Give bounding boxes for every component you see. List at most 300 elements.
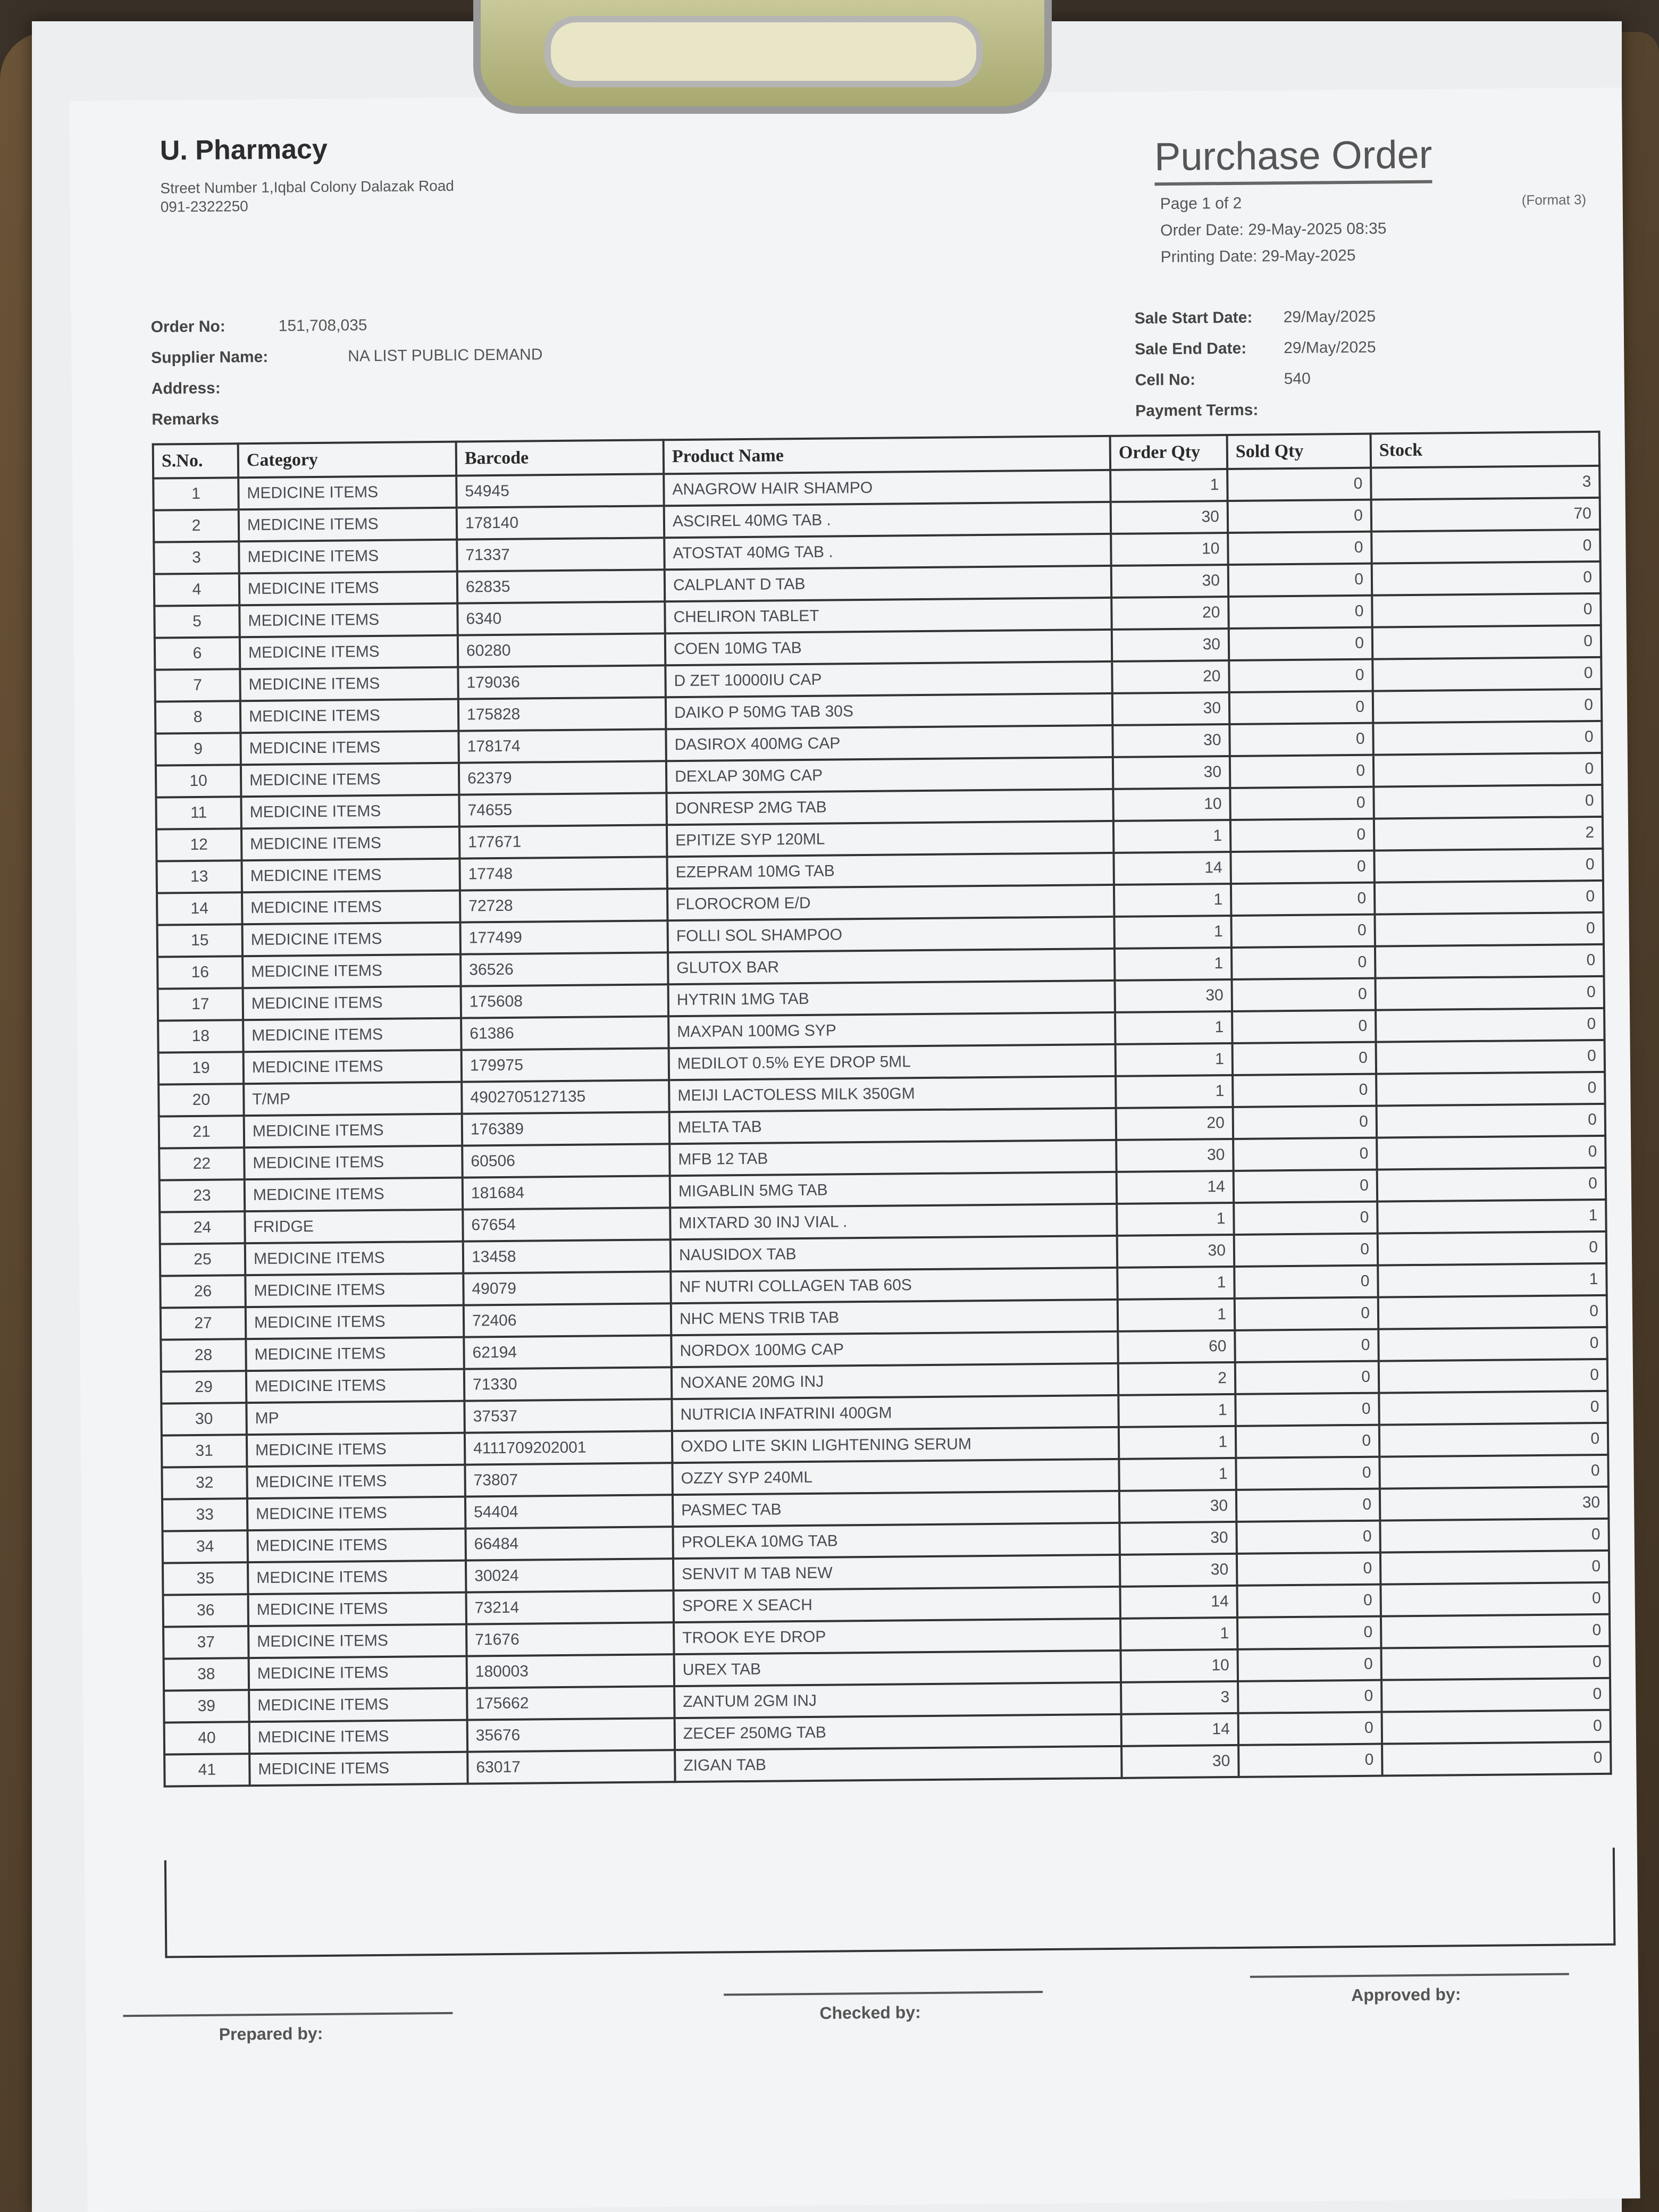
cell-order-qty: 30 xyxy=(1113,756,1230,789)
cell-barcode: 54404 xyxy=(465,1495,673,1528)
cell-sold-qty: 0 xyxy=(1236,1489,1380,1522)
cell-order-qty: 20 xyxy=(1112,660,1229,693)
order-no-value: 151,708,035 xyxy=(278,316,367,335)
cell-product: CALPLANT D TAB xyxy=(665,566,1111,601)
cell-order-qty: 30 xyxy=(1117,1235,1235,1268)
cell-sold-qty: 0 xyxy=(1229,627,1373,660)
cell-stock: 0 xyxy=(1379,1423,1608,1457)
cell-sno: 25 xyxy=(160,1243,246,1276)
cell-category: MEDICINE ITEMS xyxy=(243,1018,462,1052)
cell-sno: 2 xyxy=(154,509,239,542)
cell-product: MIGABLIN 5MG TAB xyxy=(670,1172,1117,1208)
cell-barcode: 61386 xyxy=(461,1016,669,1050)
cell-stock: 0 xyxy=(1372,593,1601,627)
cell-category: MEDICINE ITEMS xyxy=(239,572,458,606)
cell-stock: 0 xyxy=(1376,1008,1605,1042)
cell-sold-qty: 0 xyxy=(1232,1010,1376,1043)
cell-product: NORDOX 100MG CAP xyxy=(671,1331,1118,1367)
cell-category: MEDICINE ITEMS xyxy=(247,1433,465,1467)
cell-sold-qty: 0 xyxy=(1238,1744,1382,1777)
cell-order-qty: 1 xyxy=(1117,1267,1235,1300)
cell-sno: 29 xyxy=(161,1371,247,1403)
cell-order-qty: 30 xyxy=(1112,724,1230,757)
cell-category: MEDICINE ITEMS xyxy=(239,604,458,638)
approved-line xyxy=(1250,1973,1569,1978)
cell-sold-qty: 0 xyxy=(1237,1585,1381,1618)
cell-order-qty: 1 xyxy=(1114,916,1231,949)
cell-stock: 0 xyxy=(1381,1646,1610,1680)
cell-sold-qty: 0 xyxy=(1230,851,1375,884)
cell-product: MFB 12 TAB xyxy=(669,1140,1116,1176)
table-blank-area xyxy=(164,1848,1616,1958)
cell-stock: 0 xyxy=(1375,976,1604,1010)
cell-product: DEXLAP 30MG CAP xyxy=(666,757,1113,793)
cell-category: MEDICINE ITEMS xyxy=(241,827,460,861)
cell-sno: 23 xyxy=(160,1179,245,1212)
cell-product: PASMEC TAB xyxy=(673,1491,1119,1527)
page-indicator: Page 1 of 2 xyxy=(1160,194,1242,213)
cell-barcode: 4902705127135 xyxy=(462,1080,669,1113)
sale-end-label: Sale End Date: xyxy=(1135,339,1247,358)
cell-order-qty: 3 xyxy=(1121,1681,1238,1714)
cell-product: ASCIREL 40MG TAB . xyxy=(664,502,1111,538)
cell-sold-qty: 0 xyxy=(1236,1457,1380,1490)
cell-barcode: 178174 xyxy=(458,729,666,763)
cell-product: FOLLI SOL SHAMPOO xyxy=(667,917,1114,952)
cell-barcode: 54945 xyxy=(456,474,664,507)
cell-order-qty: 1 xyxy=(1118,1298,1235,1331)
remarks-label: Remarks xyxy=(152,410,220,429)
cell-sno: 11 xyxy=(156,797,241,829)
cell-barcode: 180003 xyxy=(467,1654,675,1688)
cell-order-qty: 10 xyxy=(1121,1649,1238,1682)
cell-order-qty: 14 xyxy=(1120,1586,1237,1619)
cell-stock: 0 xyxy=(1376,1072,1605,1106)
cell-sold-qty: 0 xyxy=(1234,1234,1378,1267)
cell-product: DASIROX 400MG CAP xyxy=(666,725,1112,761)
checked-line xyxy=(724,1991,1043,1996)
cell-category: MEDICINE ITEMS xyxy=(249,1656,467,1690)
cell-sno: 28 xyxy=(161,1339,246,1371)
cell-stock: 0 xyxy=(1377,1104,1606,1138)
cell-stock: 0 xyxy=(1372,657,1602,691)
cell-barcode: 71337 xyxy=(457,538,665,571)
cell-barcode: 181684 xyxy=(463,1176,671,1209)
cell-category: MEDICINE ITEMS xyxy=(246,1305,464,1339)
cell-sno: 36 xyxy=(163,1594,249,1627)
cell-category: MEDICINE ITEMS xyxy=(247,1465,465,1499)
cell-product: NUTRICIA INFATRINI 400GM xyxy=(672,1395,1118,1431)
cell-order-qty: 20 xyxy=(1111,597,1229,630)
cell-sno: 17 xyxy=(158,988,244,1020)
cell-stock: 0 xyxy=(1372,625,1602,659)
cell-sold-qty: 0 xyxy=(1233,1074,1377,1107)
cell-barcode: 60280 xyxy=(458,633,666,667)
cell-barcode: 30024 xyxy=(466,1559,674,1592)
cell-order-qty: 1 xyxy=(1115,1011,1233,1044)
cell-sno: 13 xyxy=(156,860,242,893)
cell-no-label: Cell No: xyxy=(1135,371,1196,389)
cell-order-qty: 14 xyxy=(1113,852,1231,885)
cell-sno: 19 xyxy=(158,1052,244,1084)
cell-barcode: 72728 xyxy=(460,889,668,922)
cell-order-qty: 30 xyxy=(1115,979,1233,1012)
cell-category: MEDICINE ITEMS xyxy=(245,1273,464,1308)
cell-sold-qty: 0 xyxy=(1229,723,1373,756)
cell-product: MEDILOT 0.5% EYE DROP 5ML xyxy=(669,1044,1116,1080)
cell-product: NHC MENS TRIB TAB xyxy=(671,1300,1118,1335)
items-table xyxy=(152,431,1612,1788)
col-header-stock: Stock xyxy=(1371,432,1600,468)
cell-stock: 0 xyxy=(1377,1168,1606,1202)
cell-stock: 0 xyxy=(1375,944,1604,978)
cell-stock: 0 xyxy=(1381,1614,1610,1648)
cell-category: MEDICINE ITEMS xyxy=(246,1369,465,1403)
clip-ring xyxy=(544,16,983,87)
payment-terms-label: Payment Terms: xyxy=(1135,401,1259,420)
cell-barcode: 17748 xyxy=(459,857,667,890)
cell-sno: 40 xyxy=(164,1722,250,1754)
cell-product: OZZY SYP 240ML xyxy=(672,1459,1119,1495)
order-date: Order Date: 29-May-2025 08:35 xyxy=(1160,220,1387,240)
cell-sold-qty: 0 xyxy=(1235,1361,1379,1394)
cell-sno: 1 xyxy=(153,477,239,510)
cell-sno: 30 xyxy=(161,1403,247,1435)
cell-product: SPORE X SEACH xyxy=(673,1587,1120,1622)
cell-category: MEDICINE ITEMS xyxy=(248,1624,467,1658)
cell-sno: 15 xyxy=(157,924,243,957)
cell-product: UREX TAB xyxy=(674,1650,1121,1686)
cell-barcode: 36526 xyxy=(460,952,668,986)
printing-date: Printing Date: 29-May-2025 xyxy=(1160,246,1356,266)
cell-sold-qty: 0 xyxy=(1236,1521,1380,1554)
approved-by-label: Approved by: xyxy=(1351,1984,1461,2005)
cell-stock: 0 xyxy=(1380,1519,1609,1553)
cell-order-qty: 30 xyxy=(1120,1554,1237,1587)
cell-sold-qty: 0 xyxy=(1228,596,1372,629)
cell-stock: 0 xyxy=(1382,1710,1611,1744)
cell-order-qty: 1 xyxy=(1118,1394,1236,1427)
cell-order-qty: 1 xyxy=(1115,948,1232,981)
cell-sold-qty: 0 xyxy=(1229,659,1373,692)
cell-product: COEN 10MG TAB xyxy=(665,630,1112,665)
cell-sold-qty: 0 xyxy=(1235,1329,1379,1362)
cell-category: MEDICINE ITEMS xyxy=(240,667,458,701)
cell-order-qty: 30 xyxy=(1112,629,1229,661)
cell-sno: 12 xyxy=(156,828,242,861)
cell-sold-qty: 0 xyxy=(1233,1138,1377,1171)
cell-product: EPITIZE SYP 120ML xyxy=(667,821,1113,857)
cell-order-qty: 20 xyxy=(1116,1107,1234,1140)
cell-stock: 0 xyxy=(1378,1327,1607,1361)
cell-order-qty: 1 xyxy=(1110,469,1228,502)
cell-order-qty: 10 xyxy=(1113,788,1230,821)
cell-product: FLOROCROM E/D xyxy=(667,885,1114,920)
cell-sno: 33 xyxy=(162,1498,248,1531)
cell-product: DAIKO P 50MG TAB 30S xyxy=(666,693,1112,729)
cell-category: MEDICINE ITEMS xyxy=(248,1561,466,1595)
cell-category: MEDICINE ITEMS xyxy=(242,954,461,988)
cell-barcode: 176389 xyxy=(462,1112,670,1145)
cell-stock: 0 xyxy=(1375,881,1604,915)
cell-stock: 0 xyxy=(1381,1678,1611,1712)
cell-sno: 6 xyxy=(155,637,240,669)
cell-product: OXDO LITE SKIN LIGHTENING SERUM xyxy=(672,1427,1119,1463)
col-header-sno: S.No. xyxy=(153,443,239,478)
cell-barcode: 60506 xyxy=(462,1144,670,1177)
cell-barcode: 62379 xyxy=(459,761,667,794)
cell-product: ZANTUM 2GM INJ xyxy=(674,1682,1121,1718)
cell-stock: 0 xyxy=(1374,849,1603,883)
cell-category: MEDICINE ITEMS xyxy=(247,1497,466,1531)
cell-category: MEDICINE ITEMS xyxy=(247,1529,466,1563)
cell-barcode: 62194 xyxy=(464,1335,672,1369)
supplier-value: NA LIST PUBLIC DEMAND xyxy=(348,346,543,365)
cell-sold-qty: 0 xyxy=(1236,1425,1380,1458)
cell-sno: 22 xyxy=(159,1147,245,1180)
shop-address: Street Number 1,Iqbal Colony Dalazak Road xyxy=(160,177,455,197)
cell-stock: 30 xyxy=(1380,1487,1609,1521)
cell-product: CHELIRON TABLET xyxy=(665,598,1111,633)
cell-barcode: 179975 xyxy=(462,1048,669,1082)
cell-barcode: 66484 xyxy=(465,1527,673,1560)
clipboard-clip xyxy=(473,0,1052,114)
cell-order-qty: 1 xyxy=(1119,1458,1236,1491)
cell-barcode: 175608 xyxy=(461,984,669,1018)
cell-product: ATOSTAT 40MG TAB . xyxy=(664,534,1111,569)
cell-sold-qty: 0 xyxy=(1235,1393,1379,1426)
cell-sno: 20 xyxy=(158,1084,244,1116)
cell-sno: 5 xyxy=(154,605,240,638)
format-label: (Format 3) xyxy=(1521,191,1587,208)
cell-barcode: 37537 xyxy=(464,1399,672,1432)
cell-sno: 7 xyxy=(155,669,240,701)
cell-barcode: 179036 xyxy=(458,665,666,699)
cell-barcode: 49079 xyxy=(463,1271,671,1305)
cell-product: TROOK EYE DROP xyxy=(674,1619,1120,1654)
cell-barcode: 62835 xyxy=(457,569,665,603)
cell-sold-qty: 0 xyxy=(1227,468,1371,501)
cell-order-qty: 14 xyxy=(1117,1171,1234,1204)
cell-category: MEDICINE ITEMS xyxy=(240,699,459,733)
cell-sold-qty: 0 xyxy=(1231,978,1376,1011)
cell-barcode: 6340 xyxy=(457,601,665,635)
cell-order-qty: 30 xyxy=(1119,1522,1237,1555)
table-body xyxy=(153,466,1611,1787)
cell-product: ZECEF 250MG TAB xyxy=(675,1714,1121,1750)
cell-sno: 37 xyxy=(163,1626,249,1658)
cell-no-value: 540 xyxy=(1284,370,1311,388)
cell-sno: 21 xyxy=(159,1116,245,1148)
cell-product: DONRESP 2MG TAB xyxy=(666,789,1113,825)
cell-product: MEIJI LACTOLESS MILK 350GM xyxy=(669,1076,1116,1112)
cell-category: MEDICINE ITEMS xyxy=(240,635,458,669)
cell-order-qty: 30 xyxy=(1111,565,1229,598)
cell-stock: 1 xyxy=(1377,1200,1606,1234)
cell-sold-qty: 0 xyxy=(1233,1106,1377,1139)
cell-stock: 0 xyxy=(1379,1391,1608,1425)
cell-category: MEDICINE ITEMS xyxy=(244,1146,463,1180)
cell-category: MEDICINE ITEMS xyxy=(240,731,459,765)
cell-sno: 18 xyxy=(158,1020,244,1052)
cell-category: MEDICINE ITEMS xyxy=(241,795,459,829)
cell-order-qty: 30 xyxy=(1119,1490,1237,1523)
cell-category: MEDICINE ITEMS xyxy=(249,1720,468,1754)
cell-category: MEDICINE ITEMS xyxy=(242,891,460,925)
cell-order-qty: 1 xyxy=(1117,1203,1234,1236)
cell-order-qty: 10 xyxy=(1111,533,1228,566)
address-label: Address: xyxy=(151,379,221,398)
cell-order-qty: 14 xyxy=(1121,1713,1239,1746)
cell-product: D ZET 10000IU CAP xyxy=(665,661,1112,697)
cell-product: ZIGAN TAB xyxy=(675,1746,1121,1782)
cell-product: HYTRIN 1MG TAB xyxy=(668,981,1115,1016)
cell-sold-qty: 0 xyxy=(1231,883,1375,916)
cell-sno: 9 xyxy=(155,733,241,765)
cell-stock: 3 xyxy=(1371,466,1600,500)
cell-order-qty: 1 xyxy=(1120,1618,1238,1650)
prepared-line xyxy=(123,2012,453,2017)
cell-sold-qty: 0 xyxy=(1237,1648,1381,1681)
cell-order-qty: 1 xyxy=(1116,1075,1233,1108)
cell-sno: 35 xyxy=(163,1562,248,1595)
cell-category: MEDICINE ITEMS xyxy=(239,540,457,574)
cell-product: ANAGROW HAIR SHAMPO xyxy=(664,470,1110,506)
cell-category: MP xyxy=(246,1401,465,1435)
cell-sold-qty: 0 xyxy=(1230,755,1374,788)
purchase-order-sheet xyxy=(69,88,1640,2212)
cell-sold-qty: 0 xyxy=(1233,1042,1377,1075)
cell-sold-qty: 0 xyxy=(1228,564,1372,597)
cell-sno: 10 xyxy=(156,765,241,797)
cell-barcode: 71330 xyxy=(464,1367,672,1401)
cell-order-qty: 60 xyxy=(1118,1330,1235,1363)
cell-stock: 0 xyxy=(1373,753,1603,787)
cell-product: GLUTOX BAR xyxy=(668,949,1115,984)
cell-barcode: 72406 xyxy=(464,1303,672,1337)
cell-category: MEDICINE ITEMS xyxy=(243,986,462,1020)
cell-order-qty: 1 xyxy=(1119,1426,1236,1459)
cell-category: MEDICINE ITEMS xyxy=(245,1178,463,1212)
supplier-label: Supplier Name: xyxy=(151,348,269,367)
cell-product: MAXPAN 100MG SYP xyxy=(668,1012,1115,1048)
cell-stock: 0 xyxy=(1371,530,1601,564)
cell-stock: 0 xyxy=(1375,912,1604,946)
cell-category: MEDICINE ITEMS xyxy=(244,1114,463,1148)
order-no-label: Order No: xyxy=(150,317,225,336)
cell-sno: 14 xyxy=(157,892,242,925)
cell-category: MEDICINE ITEMS xyxy=(246,1337,464,1371)
cell-product: MELTA TAB xyxy=(669,1108,1116,1144)
cell-stock: 0 xyxy=(1377,1136,1606,1170)
cell-stock: 0 xyxy=(1373,721,1602,755)
shop-name: U. Pharmacy xyxy=(160,133,328,166)
cell-stock: 0 xyxy=(1372,562,1601,596)
cell-category: MEDICINE ITEMS xyxy=(249,1752,468,1786)
cell-category: MEDICINE ITEMS xyxy=(241,859,460,893)
cell-sno: 39 xyxy=(164,1690,249,1722)
cell-order-qty: 30 xyxy=(1116,1139,1234,1172)
col-header-barcode: Barcode xyxy=(456,440,664,475)
cell-sold-qty: 0 xyxy=(1238,1712,1382,1745)
cell-barcode: 63017 xyxy=(467,1750,675,1783)
cell-product: NAUSIDOX TAB xyxy=(671,1236,1117,1271)
cell-sno: 26 xyxy=(160,1275,246,1308)
cell-stock: 0 xyxy=(1373,689,1602,723)
cell-sold-qty: 0 xyxy=(1237,1553,1381,1586)
cell-sold-qty: 0 xyxy=(1231,915,1375,948)
cell-barcode: 67654 xyxy=(463,1208,671,1241)
cell-barcode: 175662 xyxy=(467,1686,675,1720)
cell-order-qty: 30 xyxy=(1121,1745,1239,1778)
cell-category: MEDICINE ITEMS xyxy=(239,508,457,542)
cell-sno: 34 xyxy=(162,1530,248,1563)
cell-stock: 0 xyxy=(1379,1455,1608,1489)
cell-order-qty: 30 xyxy=(1111,501,1228,534)
cell-category: T/MP xyxy=(244,1082,462,1116)
cell-order-qty: 2 xyxy=(1118,1362,1236,1395)
cell-order-qty: 1 xyxy=(1114,884,1231,917)
cell-sold-qty: 0 xyxy=(1231,946,1376,979)
cell-order-qty: 1 xyxy=(1113,820,1231,853)
cell-barcode: 13458 xyxy=(463,1239,671,1273)
cell-product: NOXANE 20MG INJ xyxy=(672,1363,1118,1399)
cell-barcode: 177499 xyxy=(460,920,668,954)
cell-barcode: 4111709202001 xyxy=(465,1431,673,1464)
cell-sno: 38 xyxy=(164,1658,249,1690)
cell-stock: 70 xyxy=(1371,498,1601,532)
cell-sno: 24 xyxy=(160,1211,245,1244)
cell-order-qty: 30 xyxy=(1112,692,1230,725)
cell-sold-qty: 0 xyxy=(1230,819,1375,852)
shop-phone: 091-2322250 xyxy=(160,198,248,215)
cell-sold-qty: 0 xyxy=(1235,1297,1379,1330)
cell-sold-qty: 0 xyxy=(1234,1202,1378,1235)
cell-stock: 2 xyxy=(1374,817,1603,851)
cell-barcode: 175828 xyxy=(458,697,666,731)
sale-start-label: Sale Start Date: xyxy=(1134,308,1253,328)
cell-sno: 32 xyxy=(162,1467,247,1499)
checked-by-label: Checked by: xyxy=(819,2002,921,2023)
cell-sno: 8 xyxy=(155,701,241,733)
cell-category: MEDICINE ITEMS xyxy=(244,1050,462,1084)
document-title: Purchase Order xyxy=(1154,132,1432,186)
cell-category: MEDICINE ITEMS xyxy=(249,1688,467,1722)
cell-sold-qty: 0 xyxy=(1237,1616,1381,1649)
cell-sold-qty: 0 xyxy=(1228,532,1372,565)
cell-sno: 41 xyxy=(164,1754,250,1786)
cell-barcode: 73214 xyxy=(466,1590,674,1624)
cell-product: SENVIT M TAB NEW xyxy=(673,1555,1120,1590)
cell-category: MEDICINE ITEMS xyxy=(248,1593,467,1627)
cell-barcode: 35676 xyxy=(467,1718,675,1752)
cell-barcode: 177671 xyxy=(459,825,667,858)
cell-product: MIXTARD 30 INJ VIAL . xyxy=(670,1204,1117,1239)
col-header-sold-qty: Sold Qty xyxy=(1227,434,1371,469)
cell-sold-qty: 0 xyxy=(1234,1170,1378,1203)
cell-stock: 0 xyxy=(1373,785,1603,819)
cell-sold-qty: 0 xyxy=(1230,787,1374,820)
col-header-product: Product Name xyxy=(664,436,1111,474)
cell-sold-qty: 0 xyxy=(1228,500,1372,533)
cell-sno: 16 xyxy=(157,956,243,988)
cell-category: MEDICINE ITEMS xyxy=(242,923,461,957)
cell-category: MEDICINE ITEMS xyxy=(245,1242,464,1276)
cell-product: EZEPRAM 10MG TAB xyxy=(667,853,1113,889)
cell-stock: 0 xyxy=(1378,1295,1607,1329)
cell-product: PROLEKA 10MG TAB xyxy=(673,1523,1119,1559)
cell-product: NF NUTRI COLLAGEN TAB 60S xyxy=(671,1268,1117,1303)
